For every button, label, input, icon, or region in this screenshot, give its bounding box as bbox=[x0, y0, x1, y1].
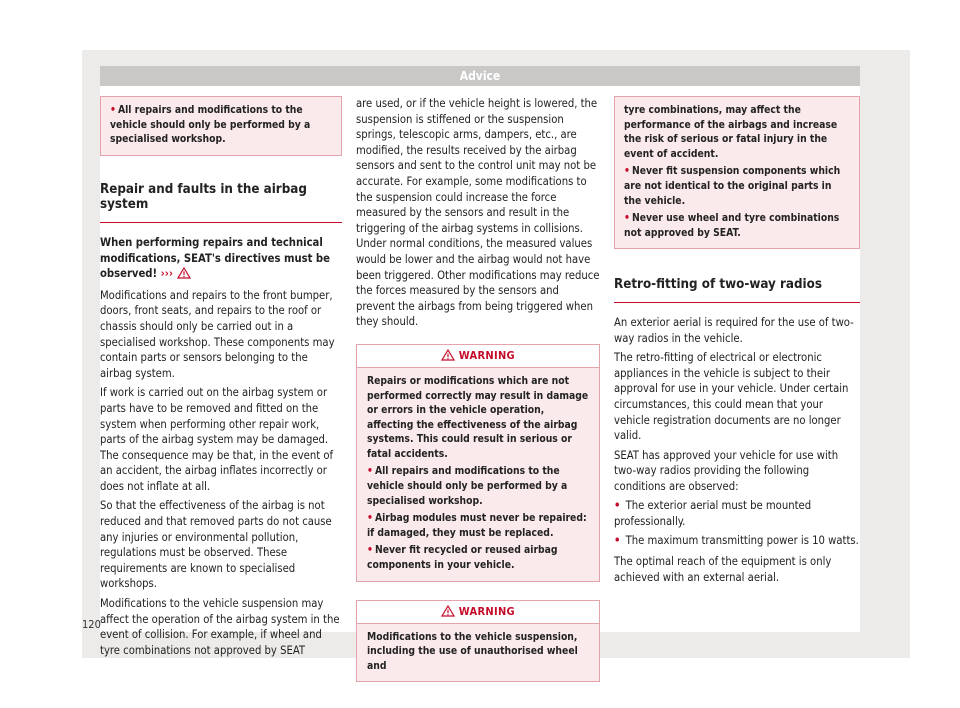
list-item-text: The exterior aerial must be mounted professionally. bbox=[614, 499, 812, 529]
bullet-dot-icon: • bbox=[110, 104, 116, 116]
section-heading-two-way-radios: Retro-fitting of two-way radios bbox=[614, 277, 860, 303]
paragraph: Modifications and repairs to the front bumper, doors, front seats, and repairs to the roof or chassis should only be carried out in a specialised workshop. These components may contain parts or sensors belonging to the airbag system. bbox=[100, 288, 335, 380]
section-heading-airbag-repair: Repair and faults in the airbag system bbox=[100, 182, 342, 223]
continue-arrows: ››› bbox=[160, 267, 174, 281]
warning-body bbox=[357, 368, 599, 581]
warning-box bbox=[356, 344, 600, 582]
list-item-text: The maximum transmitting power is 10 watts. bbox=[625, 533, 859, 547]
bullet-dot-icon: • bbox=[614, 533, 621, 547]
list-item-text: Airbag modules must never be repaired: if damaged, they must be replaced. bbox=[367, 512, 587, 539]
paragraph: The optimal reach of the equipment is only achieved with an external aerial. bbox=[614, 555, 832, 584]
bullet-dot-icon: • bbox=[624, 165, 630, 178]
lead-text: When performing repairs and technical modifications, SEAT's directives must be observed! bbox=[100, 235, 330, 281]
list-item-text: Never fit recycled or reused airbag components in your vehicle. bbox=[367, 544, 558, 572]
warning-intro: tyre combinations, may affect the performance of the airbags and increase the risk of serious or fatal injury in the event of accident. bbox=[624, 104, 838, 160]
bullet-dot-icon: • bbox=[367, 512, 373, 525]
list-item bbox=[367, 511, 591, 540]
list-item-text: All repairs and modifications to the vehicle should only be performed by a specialised workshop. bbox=[367, 465, 568, 507]
page-number: 120 bbox=[82, 618, 101, 631]
paragraph: If work is carried out on the airbag system or parts have to be removed and fitted on the system when performing other repair work, parts of the airbag system may be damaged. The consequence may be that, in the event of an accident, the airbag inflates incorrectly or does not inflate at all. bbox=[100, 386, 334, 493]
warning-label: WARNING bbox=[458, 348, 515, 362]
warning-triangle-icon bbox=[441, 603, 455, 625]
warning-header bbox=[357, 601, 599, 624]
warning-header bbox=[357, 345, 599, 368]
list-item-text: Never use wheel and tyre combinations not approved by SEAT. bbox=[624, 212, 840, 239]
list-item bbox=[624, 211, 851, 240]
column-3 bbox=[614, 96, 860, 589]
bullet-dot-icon: • bbox=[614, 499, 621, 513]
column-1 bbox=[100, 96, 342, 662]
warning-intro: Modifications to the vehicle suspension, including the use of unauthorised wheel and bbox=[367, 630, 578, 672]
warning-triangle-icon bbox=[177, 267, 191, 284]
warning-label: WARNING bbox=[458, 604, 515, 618]
lead-paragraph bbox=[100, 235, 342, 284]
list-item bbox=[614, 498, 860, 529]
list-item bbox=[624, 164, 851, 208]
warning-body bbox=[357, 624, 599, 682]
warning-intro: Repairs or modifications which are not performed correctly may result in damage or errors in the vehicle operation, affecting the effectiveness of the airbag systems. This could result in serious or fatal accidents. bbox=[367, 374, 589, 460]
notice-box bbox=[100, 96, 342, 156]
bullet-dot-icon: • bbox=[367, 465, 373, 478]
paragraph: An exterior aerial is required for the use of two-way radios in the vehicle. bbox=[614, 315, 854, 345]
notice-text: All repairs and modifications to the vehicle should only be performed by a specialised workshop. bbox=[110, 104, 311, 146]
list-item bbox=[614, 533, 860, 549]
paragraph: So that the effectiveness of the airbag is not reduced and that removed parts do not cause any injuries or environmental pollution, regulations must be observed. These requirements are known to specialised workshops. bbox=[100, 499, 332, 591]
bullet-dot-icon: • bbox=[367, 544, 373, 557]
list-item-text: Never fit suspension components which are not identical to the original parts in the vehicle. bbox=[624, 165, 841, 207]
warning-triangle-icon bbox=[441, 347, 455, 369]
warning-continuation-box bbox=[614, 96, 860, 249]
list-item bbox=[367, 543, 591, 572]
warning-box bbox=[356, 600, 600, 683]
bullet-dot-icon: • bbox=[624, 212, 630, 225]
section-header: Advice bbox=[100, 66, 860, 86]
paragraph: The retro-fitting of electrical or electronic appliances in the vehicle is subject to their approval for use in your vehicle. Under certain circumstances, this could mean that your vehicle registration documents are no longer valid. bbox=[614, 351, 849, 443]
paragraph: SEAT has approved your vehicle for use with two-way radios providing the following conditions are observed: bbox=[614, 448, 839, 493]
list-item bbox=[367, 464, 591, 508]
paragraph: are used, or if the vehicle height is lowered, the suspension is stiffened or the suspension springs, telescopic arms, dampers, etc., are modified, the results received by the airbag sensors and sent to the control unit may not be accurate. For example, some modifications to the suspension could increase the force measured by the sensors and result in the triggering of the airbag systems in collisions. Under normal conditions, the measured values would be lower and the airbag would not have been triggered. Other modifications may reduce the forces measured by the sensors and prevent the airbags from being triggered when they should. bbox=[356, 97, 600, 329]
column-2 bbox=[356, 96, 600, 682]
paragraph: Modifications to the vehicle suspension may affect the operation of the airbag system in the event of collision. For example, if wheel and tyre combinations not approved by SEAT bbox=[100, 597, 340, 657]
